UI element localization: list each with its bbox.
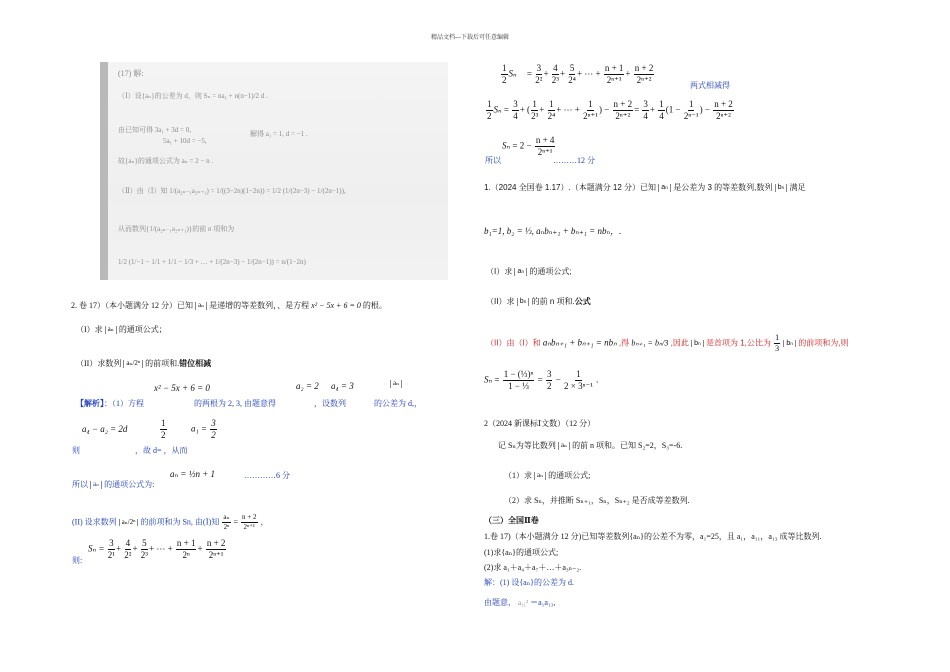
a4-value: a₄ = 3 xyxy=(331,381,354,391)
scan-line-7: 1/2 (1/−1 − 1/1 + 1/1 − 1/3 + … + 1/(2n−3) − 1/(2n−1)) = n/(1−2n) xyxy=(118,258,306,266)
problem-2-q1: （I）求 aₙ 的通项公式； xyxy=(76,325,167,334)
problem-1-title: 1.（2024 全国卷 1.17）.（本题满分 12 分）已知 aₙ 是公差为 3 的等差数列,数列 bₙ 满足 xyxy=(484,183,806,192)
problem-1-q1: （I）求 aₙ 的通项公式; xyxy=(486,267,572,276)
so-label: 所以 xyxy=(485,156,501,165)
problem-2r-q2: （2）求 Sₙ，并推断 Sₙ₊₁，Sₙ，Sₙ₊₂ 是否成等差数列. xyxy=(504,496,690,505)
part-ii-line: (II) 设求数列 aₙ/2ⁿ 的前项和为 Sn, 由(Ⅰ)知 $\frac{\text{aₙ}}{\text{2ⁿ}}$ = $\frac{n + 2}{\text{2ⁿ⁺¹}}$ ， xyxy=(72,513,269,531)
a1-value: a₁ = $\frac{3}{2}$ xyxy=(191,418,216,440)
scan-line-3c: 解得 a₁ = 1, d = −1 . xyxy=(250,130,308,138)
problem-2-title: 2. 卷 17）（本小题满分 12 分）已知 aₙ 是递增的等差数列，、是方程 x² − 5x + 6 = 0 的根。 xyxy=(71,301,387,310)
half-sn-formula: $\frac{1}{2}$ Sₙ = $\frac{3}{\text{2²}}$ + $\frac{4}{\text{2³}}$ + $\frac{5}{\text{2⁴}}$ + ⋯ + $\frac{n + 1}{\text{2ⁿ⁺¹}}$ + $\frac{n + 2}{\text{2ⁿ⁺²}}$ xyxy=(502,63,654,85)
problem-3-solution: 解：(1) 设{aₙ}的公差为 d. xyxy=(484,578,575,587)
d-conclusion: ，故 d= ，从而 xyxy=(135,446,188,455)
scan-edge xyxy=(100,62,108,280)
problem-1-condition: b₁=1, b₂ = ⅓, aₙbₙ₊₁ + bₙ₊₁ = nbₙ，. xyxy=(484,226,622,236)
a4-minus-a2: a₄ − a₂ = 2d xyxy=(82,424,128,434)
then-label-2: 则: xyxy=(72,556,83,565)
problem-1-solution: （II）由（I）和 aₙbₙ₊₁ + bₙ₊₁ = nbₙ ,得 bₙ₊₁ = bₙ/3 ,因此 bₙ 是首项为 1,公比为 $\frac{1}{3}$ bₙ 的前项和为,则 xyxy=(486,333,849,353)
section-3-title: （三）全国Ⅱ卷 xyxy=(484,516,539,525)
equation-center: x² − 5x + 6 = 0 xyxy=(154,383,210,393)
then-label: 则 xyxy=(72,446,80,455)
solution-line-1: 【解析】：（1）方程 的两根为 2, 3, 由题意得 ，设数列 的公差为 d,， xyxy=(76,399,422,408)
an-formula: aₙ = ½n + 1 xyxy=(170,469,216,479)
scan-line-3a: 由已知可得 3a₁ + 3d = 0, xyxy=(118,126,191,134)
problem-1-q2: （II）求 bₙ 的前 n 项和.公式 xyxy=(486,297,591,306)
scan-line-5: （Ⅱ）由（Ⅰ）知 1/(a₂ₙ₋₁a₂ₙ₊₁) = 1/((3−2n)(1−2n)) = 1/2 (1/(2n−3) − 1/(2n−1)), xyxy=(118,187,346,195)
score-12: ………12 分 xyxy=(553,156,595,165)
geometric-sum: Sₙ = $\frac{\text{1 − (⅓)ⁿ}}{\text{1 − ⅓}}$ = $\frac{3}{2}$ − $\frac{1}{\text{2 × 3ⁿ⁻¹}}$ . xyxy=(484,369,599,391)
sn-final: Sₙ = 2 − $\frac{n + 4}{\text{2ⁿ⁺¹}}$ xyxy=(502,135,555,157)
subtraction-result: $\frac{1}{2}$ Sₙ = $\frac{3}{4}$ + ( $\frac{1}{\text{2³}}$ + $\frac{1}{\text{2⁴}}$ + ⋯ + $\frac{1}{\text{2ⁿ⁺¹}}$ ) − $\frac{n + 2}{\text{2ⁿ⁺²}}$ = $\frac{3}{4}$ + $\frac{1}{4}$ (1 − $\frac{1}{\text{2ⁿ⁻¹}}$ ) − $\frac{n + 2}{\text{2ⁿ⁺²}}$ xyxy=(487,99,733,121)
scan-line-1: (17) 解: xyxy=(118,69,144,78)
problem-3-solution-2: 由题意， a₁₁² ＝a₁a₁₃, xyxy=(484,598,556,607)
problem-2-q2: （II）求数列 aₙ/2ⁿ 的前项和.错位相减 xyxy=(76,359,212,368)
problem-2r-title: 2（2024 新课标Ⅰ文数）（12 分） xyxy=(484,419,596,428)
score-6: …………6 分 xyxy=(244,471,290,480)
a2-value: a₂ = 2 xyxy=(296,381,319,391)
problem-3-q2: (2)求 a₁＋a₄＋a₇＋…＋a₃ₙ₋₂. xyxy=(484,563,582,572)
problem-2r-q1: （1）求 aₙ 的通项公式; xyxy=(504,471,591,480)
scan-line-3b: 5a₁ + 10d = −5, xyxy=(163,137,207,145)
problem-3-title: 1.卷 17)（本小题满分 12 分)已知等差数列{aₙ}的公差不为零，a₁=25，且 a₁，a₁₁，a₁₃ 成等比数列. xyxy=(484,532,822,541)
subtract-note: 两式相减得 xyxy=(690,81,730,90)
page-header: 精品文档---下载后可任意编辑 xyxy=(431,35,509,41)
an-symbol-box: aₙ xyxy=(390,380,402,388)
general-term-line: 所以 aₙ 的通项公式为: xyxy=(72,480,155,489)
problem-3-q1: (1)求{aₙ}的通项公式; xyxy=(484,548,559,557)
sn-sum-formula: Sₙ = $\frac{3}{\text{2¹}}$ + $\frac{4}{\text{2²}}$ + $\frac{5}{\text{2³}}$ + ⋯ + $\frac{n + 1}{\text{2ⁿ}}$ + $\frac{n + 2}{\text{2ⁿ⁺¹}}$ xyxy=(88,538,226,560)
an-symbol: aₙ xyxy=(195,302,207,310)
scan-line-6: 从而数列{1/(a₂ₙ₋₁a₂ₙ₊₁)}的前 n 项和为 xyxy=(118,225,235,233)
scan-line-2: （Ⅰ）设{aₙ}的公差为 d，则 Sₙ = na₁ + n(n−1)/2 d . xyxy=(118,92,268,100)
half-fraction: $\frac{1}{2}$ xyxy=(161,418,166,440)
problem-2r-body: 记 Sₙ为等比数列 aₙ 的前 n 项和。已知 S₂=2，S₃=-6. xyxy=(498,441,683,450)
scan-line-4: 故{aₙ}的通项公式为 aₙ = 2 − n . xyxy=(118,157,214,165)
